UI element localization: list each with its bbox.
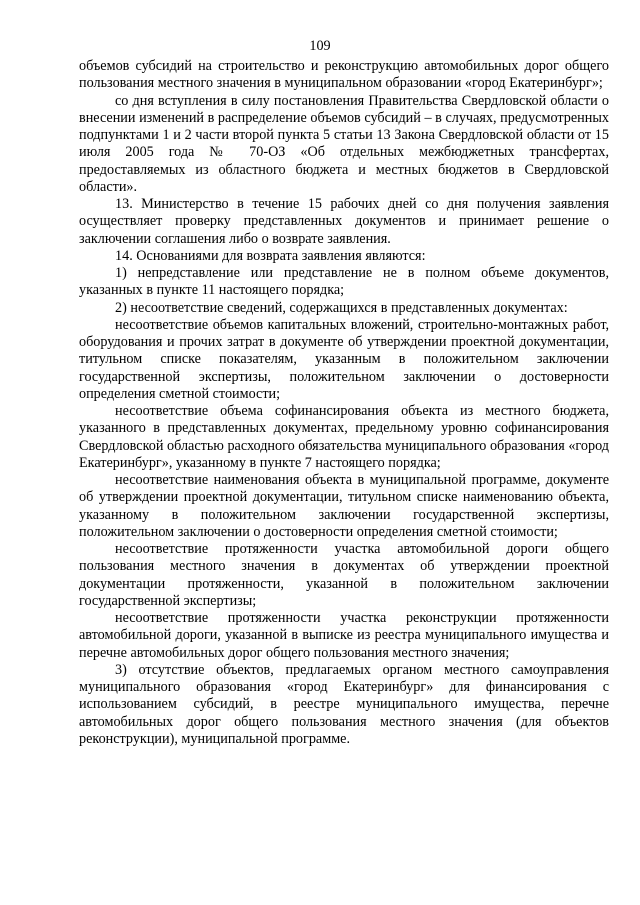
subitem-road-length-mismatch: несоответствие протяженности участка автомобильной дороги общего пользования местного значения в документах об утверждении проектной документации протяженности, указанной в положительном заключении государственной экспертизы;: [79, 541, 609, 609]
paragraph-subsidy-volumes: объемов субсидий на строительство и реконструкцию автомобильных дорог общего пользования местного значения в муниципальном образовании «город Екатеринбург»;: [79, 58, 609, 92]
subitem-object-name-mismatch: несоответствие наименования объекта в муниципальной программе, документе об утверждении проектной документации, титульном списке наименованию объекта, указанному в положительном заключении государственной экспертизы, положительном заключении о достоверности определения сметной стоимости;: [79, 472, 609, 540]
subitem-capital-investment-mismatch: несоответствие объемов капитальных вложений, строительно-монтажных работ, оборудования и прочих затрат в документе об утверждении проектной документации, титульном списке показателям, указанным в положительном заключении государственной экспертизы, положительном заключении о достоверности определения сметной стоимости;: [79, 316, 609, 402]
subitem-reconstruction-length-mismatch: несоответствие протяженности участка реконструкции протяженности автомобильной дороги, указанной в выписке из реестра муниципального имущества и перечне автомобильных дорог общего пользования местного значения;: [79, 610, 609, 661]
list-item-2-inconsistent-data: 2) несоответствие сведений, содержащихся в представленных документах:: [115, 299, 568, 316]
paragraph-13-ministry-review: 13. Министерство в течение 15 рабочих дней со дня получения заявления осуществляет проверку представленных документов и принимает решение о заключении соглашения либо о возврате заявления.: [79, 196, 609, 247]
page-number: 109: [309, 38, 331, 54]
list-item-3-missing-objects: 3) отсутствие объектов, предлагаемых органом местного самоуправления муниципального образования «город Екатеринбург» для финансирования с использованием субсидий, в реестре муниципального имущества, перечне автомобильных дорог общего пользования местного значения (для объектов реконструкции), муниципальной программе.: [79, 661, 609, 747]
subitem-cofinancing-mismatch: несоответствие объема софинансирования объекта из местного бюджета, указанного в представленных документах, предельному уровню софинансирования Свердловской областью расходного обязательства муниципального образования «город Екатеринбург», указанному в пункте 7 настоящего порядка;: [79, 403, 609, 471]
paragraph-14-return-grounds: 14. Основаниями для возврата заявления являются:: [115, 247, 426, 264]
paragraph-government-resolution: со дня вступления в силу постановления Правительства Свердловской области о внесении изменений в распределение объемов субсидий – в случаях, предусмотренных подпунктами 1 и 2 части второй пункта 5 статьи 13 Закона Свердловской области от 15 июля 2005 года № 70-ОЗ «Об отдельных межбюджетных трансфертах, предоставляемых из областного бюджета и местных бюджетов в Свердловской области».: [79, 92, 609, 195]
list-item-1-missing-documents: 1) непредставление или представление не в полном объеме документов, указанных в пункте 11 настоящего порядка;: [79, 265, 609, 299]
document-body: [79, 58, 609, 748]
